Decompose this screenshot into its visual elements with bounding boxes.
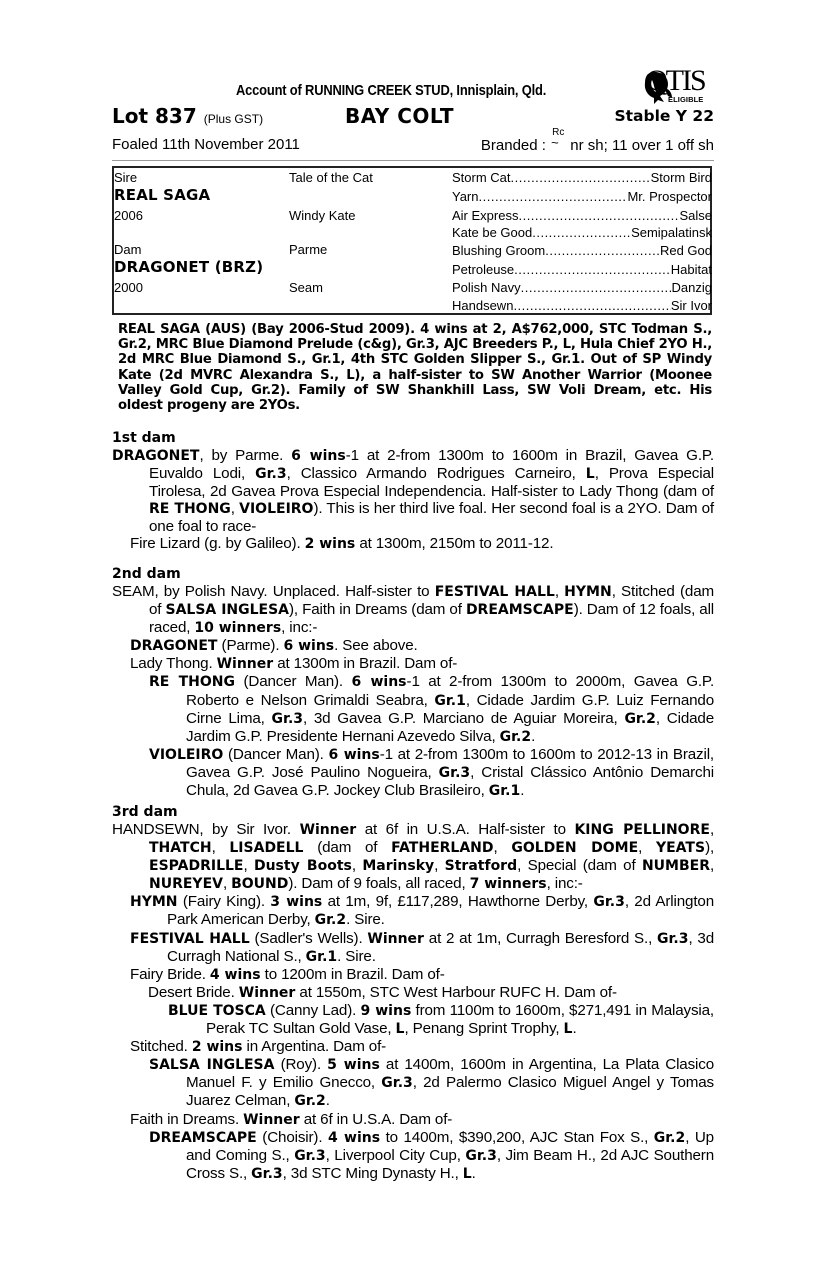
bold-highlight: RE THONG [149, 674, 235, 691]
dam-entry: DRAGONET, by Parme. 6 wins-1 at 2-from 1300m to 1600m in Brazil, Gavea G.P. Euvaldo Lodi, Gr.3, Classico Armando Rodrigues Carneiro, L, Prova Especial Tirolesa, 2d Gavea Prova Especial Independencia. Half-sister to Lady Thong (dam of RE THONG, VIOLEIRO). This is her third live foal. Her second foal is a 2YO. Dam of one foal to race- [112, 447, 715, 536]
branded-detail: nr sh; 11 over 1 off sh [570, 137, 714, 154]
bold-highlight: VIOLEIRO [239, 501, 314, 518]
grandparent-row: Handsewn ..... Sir Ivor [452, 298, 712, 313]
bold-highlight: 6 wins [291, 448, 346, 464]
progeny-entry: Fairy Bride. 4 wins to 1200m in Brazil. Dam of- [130, 965, 445, 983]
header-divider [112, 160, 714, 161]
dam-year: 2000 [114, 280, 143, 295]
bold-highlight: L [563, 1021, 573, 1038]
bold-highlight: Marinsky [362, 858, 435, 875]
pedigree-box [112, 166, 712, 315]
foaled-date: Foaled 11th November 2011 [112, 136, 300, 153]
bold-highlight: 4 wins [209, 966, 261, 983]
bold-highlight: 6 wins [283, 638, 335, 655]
grandparent-row: Air Express ..... Salse [452, 208, 712, 223]
bold-highlight: 6 wins [351, 674, 407, 691]
progeny-entry: FESTIVAL HALL (Sadler's Wells). Winner at 2 at 1m, Curragh Beresford S., Gr.3, 3d Curragh National S., Gr.1. Sire. [130, 929, 715, 965]
progeny-entry: Stitched. 2 wins in Argentina. Dam of- [130, 1038, 387, 1056]
bold-highlight: DRAGONET [112, 448, 200, 464]
progeny-entry: HYMN (Fairy King). 3 wins at 1m, 9f, £117,289, Hawthorne Derby, Gr.3, 2d Arlington Park American Derby, Gr.2. Sire. [130, 893, 714, 929]
bold-highlight: BOUND [231, 876, 289, 893]
bold-highlight: BLUE TOSCA [168, 1002, 266, 1019]
bold-highlight: SALSA INGLESA [149, 1057, 275, 1074]
bold-highlight: Gr.3 [255, 466, 287, 483]
dot-leader [545, 243, 660, 258]
bold-highlight: GOLDEN DOME [511, 840, 639, 857]
bold-highlight: L [395, 1021, 405, 1038]
dot-leader [511, 170, 651, 185]
foal-row [112, 127, 714, 156]
progeny-entry: BLUE TOSCA (Canny Lad). 9 wins from 1100m to 1600m, $271,491 in Malaysia, Perak TC Sultan Gold Vase, L, Penang Sprint Trophy, L. [168, 1001, 714, 1038]
sire-name: REAL SAGA [114, 186, 211, 204]
progeny-entry: RE THONG (Dancer Man). 6 wins-1 at 2-from 1300m to 2000m, Gavea G.P. Roberto e Nelson Grimaldi Seabra, Gr.1, Cidade Jardim G.P. Luiz Fernando Cirne Lima, Gr.3, 3d Gavea G.P. Marciano de Aguiar Moreira, Gr.2, Cidade Jardim G.P. Presidente Hernani Azevedo Silva, Gr.2. [149, 673, 715, 745]
grandparent-row: Storm Cat ..... Storm Bird [452, 170, 712, 185]
dot-leader [521, 280, 672, 295]
bold-highlight: Dusty Boots [253, 858, 352, 875]
bold-highlight: Gr.1 [305, 948, 338, 965]
bold-highlight: Gr.1 [434, 692, 466, 709]
bold-highlight: VIOLEIRO [149, 746, 224, 763]
bold-highlight: 2 wins [304, 536, 356, 553]
bold-highlight: LISADELL [229, 840, 304, 857]
bold-highlight: SALSA INGLESA [165, 602, 290, 619]
bold-highlight: 4 wins [327, 1129, 381, 1146]
bold-highlight: FESTIVAL HALL [130, 930, 250, 947]
progeny-entry: VIOLEIRO (Dancer Man). 6 wins-1 at 2-from 1300m to 1600m to 2012-13 in Brazil, Gavea G.P. José Paulino Nogueira, Gr.3, Cristal Clássico Antônio Demarchi Chula, 2d Gavea G.P. Jockey Club Brasileiro, Gr.1. [149, 745, 714, 800]
bold-highlight: RE THONG [149, 501, 231, 518]
vendor-account: Account of RUNNING CREEK STUD, Innisplain, Qld. [236, 82, 547, 99]
bold-highlight: 10 winners [194, 620, 282, 637]
bold-highlight: 2 wins [191, 1039, 243, 1056]
lot-row [112, 104, 714, 130]
branded-label: Branded : [480, 137, 546, 154]
section-title: 2nd dam [112, 566, 181, 582]
grandparent-row: Petroleuse ..... Habitat [452, 262, 712, 277]
dam-dam: Seam [289, 280, 323, 295]
horse-type: BAY COLT [345, 104, 455, 128]
section-title: 1st dam [112, 430, 176, 446]
bold-highlight: NUMBER [641, 858, 710, 875]
progeny-entry: DREAMSCAPE (Choisir). 4 wins to 1400m, $390,200, AJC Stan Fox S., Gr.2, Up and Coming S., Gr.3, Liverpool City Cup, Gr.3, Jim Beam H., 2d AJC Southern Cross S., Gr.3, 3d STC Ming Dynasty H., L. [149, 1128, 715, 1182]
third-dam-section [112, 804, 714, 1183]
grandparent-row: Polish Navy ..... Danzig [452, 280, 712, 295]
bold-highlight: Gr.3 [465, 1147, 497, 1164]
gst-note: (Plus GST) [203, 112, 264, 126]
dot-leader [514, 262, 671, 277]
logo-subtext: ELIGIBLE [668, 95, 704, 104]
sire-summary: REAL SAGA (AUS) (Bay 2006-Stud 2009). 4 wins at 2, A$762,000, STC Todman S., Gr.2, MRC Blue Diamond Prelude (c&g), Gr.3, AJC Breeders P., L, Hula Chief 2YO H., 2d MRC Blue Diamond S., Gr.1, 4th STC Golden Slipper S., Gr.1. Out of SP Windy Kate (2d MVRC Alexandra S., L), a half-sister to SW Another Warrior (Moonee Valley Gold Cup, Gr.2). Family of SW Shankhill Lass, SW Voli Dream, etc. His oldest progeny are 2YOs. [118, 322, 712, 414]
first-dam-section [112, 430, 714, 554]
bold-highlight: 6 wins [328, 746, 380, 763]
bold-highlight: ESPADRILLE [149, 858, 244, 875]
dot-leader [513, 298, 670, 313]
bold-highlight: DREAMSCAPE [149, 1129, 257, 1146]
sire-dam: Windy Kate [289, 208, 356, 223]
dot-leader [532, 225, 631, 240]
bold-highlight: FESTIVAL HALL [434, 584, 555, 600]
second-dam-section [112, 566, 714, 800]
bold-highlight: Gr.3 [271, 710, 304, 727]
dam-sire: Parme [289, 242, 328, 257]
progeny-entry: SALSA INGLESA (Roy). 5 wins at 1400m, 1600m in Argentina, La Plata Clasico Manuel F. y Emilio Gnecco, Gr.3, 2d Palermo Clasico Miguel Angel y Tomas Juarez Celman, Gr.2. [149, 1056, 715, 1110]
progeny-entry: Lady Thong. Winner at 1300m in Brazil. Dam of- [130, 655, 458, 673]
bold-highlight: Winner [367, 930, 424, 947]
bold-highlight: Gr.2 [624, 710, 656, 727]
dam-entry: HANDSEWN, by Sir Ivor. Winner at 6f in U.S.A. Half-sister to KING PELLINORE, THATCH, LISADELL (dam of FATHERLAND, GOLDEN DOME, YEATS), ESPADRILLE, Dusty Boots, Marinsky, Stratford, Special (dam of NUMBER, NUREYEV, BOUND). Dam of 9 foals, all raced, 7 winners, inc:- [112, 821, 715, 893]
progeny-entry: Desert Bride. Winner at 1550m, STC West Harbour RUFC H. Dam of- [148, 983, 617, 1001]
bold-highlight: 7 winners [469, 876, 547, 893]
dot-leader [479, 189, 628, 204]
bold-highlight: Stratford [444, 858, 518, 875]
bold-highlight: YEATS [655, 840, 706, 857]
sire-label: Sire [114, 170, 138, 185]
dam-name: DRAGONET (BRZ) [114, 258, 264, 276]
bold-highlight: HYMN [564, 584, 612, 600]
bold-highlight: Winner [299, 822, 357, 838]
progeny-entry: Fire Lizard (g. by Galileo). 2 wins at 1300m, 2150m to 2011-12. [130, 535, 554, 553]
bold-highlight: DRAGONET [130, 638, 218, 655]
bold-highlight: Gr.3 [294, 1147, 326, 1164]
lot-number [112, 104, 263, 128]
bold-highlight: DREAMSCAPE [465, 602, 574, 619]
sire-sire: Tale of the Cat [289, 170, 373, 185]
grandparent-row: Yarn ..... Mr. Prospector [452, 189, 712, 204]
bold-highlight: KING PELLINORE [574, 822, 710, 838]
bold-highlight: L [585, 466, 595, 483]
progeny-entry: Faith in Dreams. Winner at 6f in U.S.A. Dam of- [130, 1110, 453, 1128]
dot-leader [518, 208, 679, 223]
bold-highlight: Gr.3 [593, 894, 625, 911]
bold-highlight: Gr.2 [653, 1129, 686, 1146]
progeny-entry: DRAGONET (Parme). 6 wins. See above. [130, 637, 418, 655]
bold-highlight: Winner [238, 984, 296, 1001]
sire-year: 2006 [114, 208, 143, 223]
grandparent-row: Blushing Groom ..... Red God [452, 243, 712, 258]
lot-label: Lot 837 [112, 104, 197, 128]
bold-highlight: Winner [243, 1111, 300, 1128]
bold-highlight: Gr.2 [314, 912, 347, 929]
bold-highlight: Gr.3 [657, 930, 689, 947]
bold-highlight: 5 wins [327, 1057, 380, 1074]
bold-highlight: FATHERLAND [391, 840, 494, 857]
grandparent-row: Kate be Good ..... Semipalatinsk [452, 225, 712, 240]
bold-highlight: NUREYEV [149, 876, 223, 893]
bold-highlight: 3 wins [270, 894, 323, 911]
bold-highlight: Gr.2 [294, 1093, 326, 1110]
bold-highlight: Gr.3 [251, 1165, 283, 1182]
dam-entry: SEAM, by Polish Navy. Unplaced. Half-sister to FESTIVAL HALL, HYMN, Stitched (dam of SALSA INGLESA), Faith in Dreams (dam of DREAMSCAPE). Dam of 12 foals, all raced, 10 winners, inc:- [112, 583, 715, 637]
qtis-eligible-logo [642, 66, 712, 104]
bold-highlight: THATCH [149, 840, 212, 857]
bold-highlight: Gr.1 [488, 783, 521, 800]
brand-mark-icon: Rc ~ [551, 127, 565, 150]
section-title: 3rd dam [112, 804, 178, 820]
bold-highlight: Gr.3 [438, 764, 471, 781]
bold-highlight: Gr.2 [499, 728, 532, 745]
bold-highlight: Gr.3 [381, 1075, 413, 1092]
dam-label: Dam [114, 242, 142, 257]
bold-highlight: 9 wins [360, 1002, 412, 1019]
bold-highlight: Winner [216, 656, 274, 673]
stable-location: Stable Y 22 [614, 107, 714, 125]
logo-text: QTIS [646, 64, 705, 97]
branded-info [480, 127, 714, 154]
bold-highlight: L [462, 1165, 472, 1182]
bold-highlight: HYMN [130, 894, 178, 911]
